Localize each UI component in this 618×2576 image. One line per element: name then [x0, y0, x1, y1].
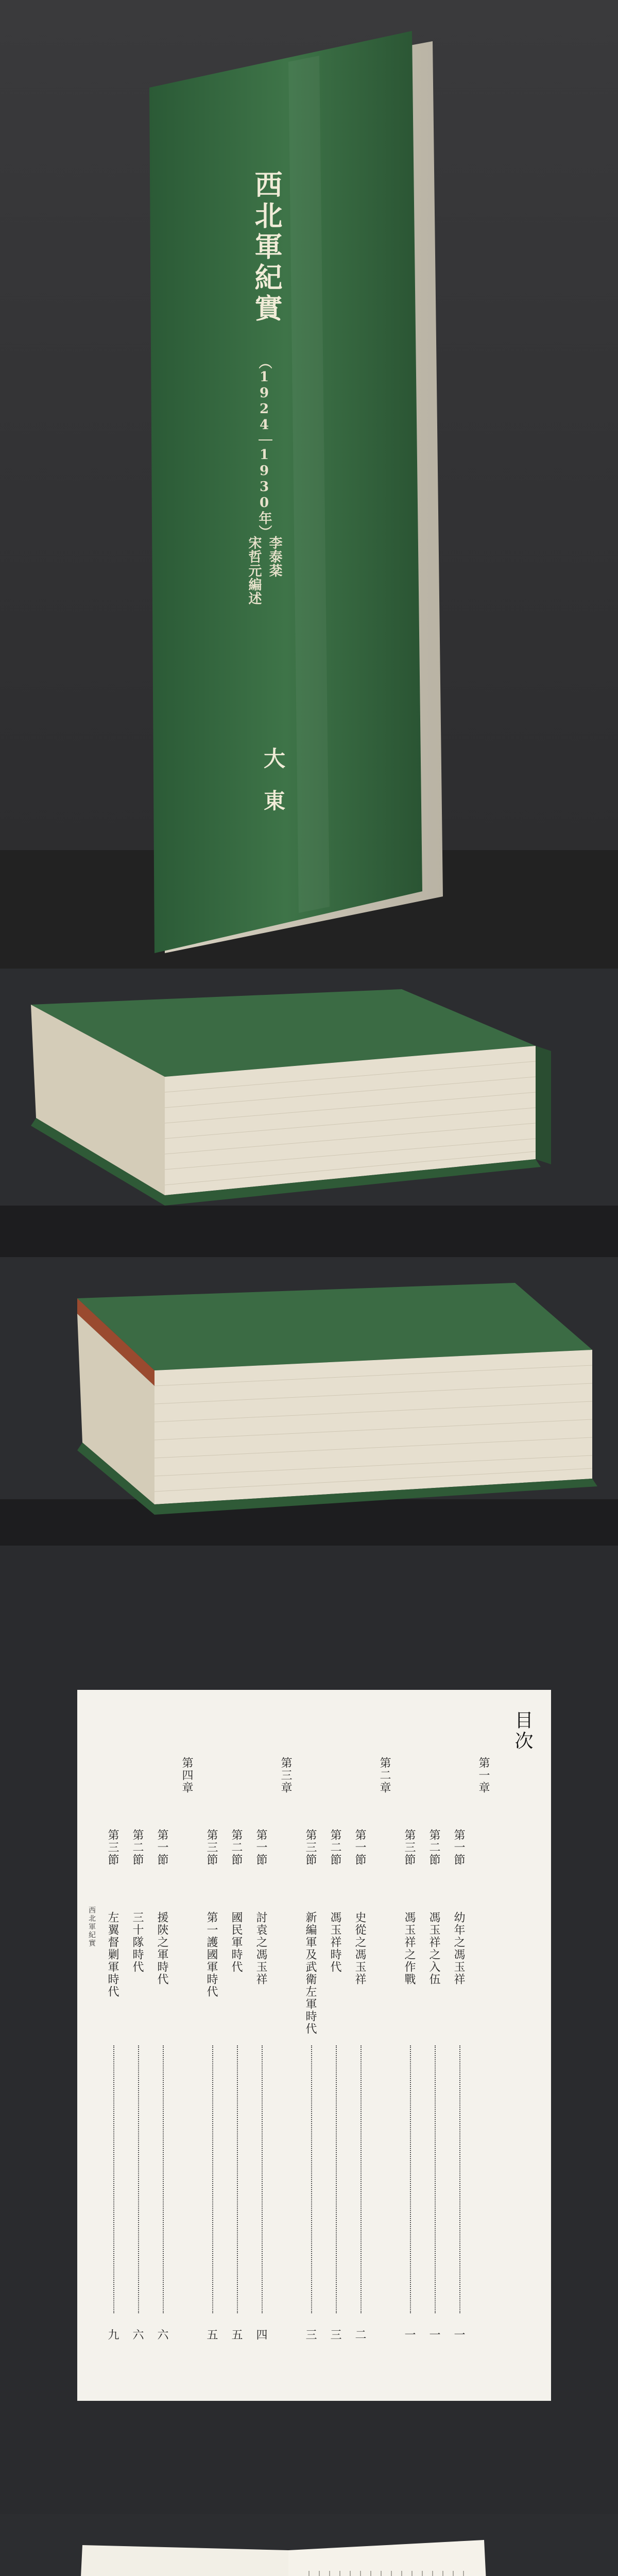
toc-column: [227, 1757, 247, 2365]
toc-column: [202, 1757, 222, 2365]
toc-page-number: 六: [131, 2329, 144, 2341]
toc-column: [152, 1757, 173, 2365]
toc-page-number: 五: [205, 2329, 218, 2341]
toc-label: 第二節: [427, 1829, 440, 1866]
spine-title: 西北軍紀實: [250, 170, 283, 325]
toc-footer: 西北軍紀實: [88, 1906, 96, 1947]
photo-spine: [0, 0, 618, 969]
toc-label: 第一節: [452, 1829, 465, 1866]
spine-editor-1: 李泰棻: [267, 536, 282, 578]
toc-column: [400, 1757, 420, 2365]
spine-publisher: 大東: [261, 747, 286, 832]
toc-label: 第三節: [304, 1829, 317, 1866]
toc-entry: 國民軍時代: [230, 1911, 243, 1973]
toc-entry: 第一護國軍時代: [205, 1911, 218, 1998]
toc-leader: [311, 2045, 312, 2313]
toc-entry: 馮玉祥時代: [329, 1911, 341, 1973]
toc-entry: 援陝之軍時代: [156, 1911, 168, 1986]
toc-leader: [262, 2045, 263, 2313]
open-book-scene-1: [0, 2514, 618, 2576]
toc-leader: [113, 2045, 114, 2313]
toc-page-number: 六: [156, 2329, 168, 2341]
toc-column: [276, 1757, 297, 2365]
toc-label: 第三節: [106, 1829, 119, 1866]
toc-entry: 三十隊時代: [131, 1911, 144, 1973]
toc-column: [251, 1757, 272, 2365]
photo-table-of-contents: [0, 1546, 618, 2514]
toc-label: 第二章: [378, 1757, 391, 1794]
toc-column: [103, 1757, 124, 2365]
toc-entry: 馮玉祥之作戰: [403, 1911, 416, 1986]
toc-page-number: 二: [353, 2329, 366, 2341]
toc-column: [350, 1757, 371, 2365]
toc-leader: [435, 2045, 436, 2313]
toc-leader: [138, 2045, 139, 2313]
toc-leader: [237, 2045, 238, 2313]
toc-label: 第二節: [329, 1829, 341, 1866]
toc-label: 第三節: [205, 1829, 218, 1866]
toc-label: 第二節: [230, 1829, 243, 1866]
toc-page-number: 九: [106, 2329, 119, 2341]
toc-leader: [163, 2045, 164, 2313]
toc-page-number: 一: [403, 2329, 416, 2341]
toc-column: [128, 1757, 148, 2365]
spine-years: （1924｜1930年）: [256, 355, 272, 539]
toc-leader: [410, 2045, 411, 2313]
toc-columns: [93, 1757, 494, 2365]
toc-entry: 史從之馮玉祥: [353, 1911, 366, 1986]
toc-entry: 討袁之馮玉祥: [254, 1911, 267, 1986]
toc-column: [325, 1757, 346, 2365]
toc-heading: 目次: [512, 1710, 533, 1752]
photo-open-book-1: [0, 2514, 618, 2576]
toc-label: 第三節: [403, 1829, 416, 1866]
toc-leader: [459, 2045, 460, 2313]
side-scene-2: [0, 1257, 618, 1546]
toc-leader: [212, 2045, 213, 2313]
toc-column: [424, 1757, 445, 2365]
toc-leader: [336, 2045, 337, 2313]
toc-label: 第一節: [156, 1829, 168, 1866]
toc-label: 第一章: [477, 1757, 490, 1794]
toc-label: 第一節: [254, 1829, 267, 1866]
toc-label: 第四章: [180, 1757, 193, 1794]
photo-book-side-1: [0, 969, 618, 1257]
toc-entry: 左翼督剿軍時代: [106, 1911, 119, 1998]
toc-leader: [360, 2045, 362, 2313]
toc-page-number: 四: [254, 2329, 267, 2341]
toc-column: [375, 1757, 396, 2365]
spine-scene: [0, 0, 618, 969]
toc-page-number: 五: [230, 2329, 243, 2341]
toc-entry: 幼年之馮玉祥: [452, 1911, 465, 1986]
toc-page-number: 一: [427, 2329, 440, 2341]
toc-column: [449, 1757, 470, 2365]
toc-column: [301, 1757, 321, 2365]
toc-column: [177, 1757, 198, 2365]
toc-entry: 新編軍及武衛左軍時代: [304, 1911, 317, 2035]
toc-label: 第二節: [131, 1829, 144, 1866]
toc-label: 第一節: [353, 1829, 366, 1866]
toc-column: [474, 1757, 494, 2365]
toc-page-number: 三: [304, 2329, 317, 2341]
side-scene-1: [0, 969, 618, 1257]
toc-label: 第三章: [279, 1757, 292, 1794]
toc-page-number: 一: [452, 2329, 465, 2341]
spine-editor-2: 宋哲元編述: [246, 536, 262, 605]
toc-entry: 馮玉祥之入伍: [427, 1911, 440, 1986]
toc-page-number: 三: [329, 2329, 341, 2341]
photo-book-side-2: [0, 1257, 618, 1546]
toc-page: [77, 1690, 551, 2401]
